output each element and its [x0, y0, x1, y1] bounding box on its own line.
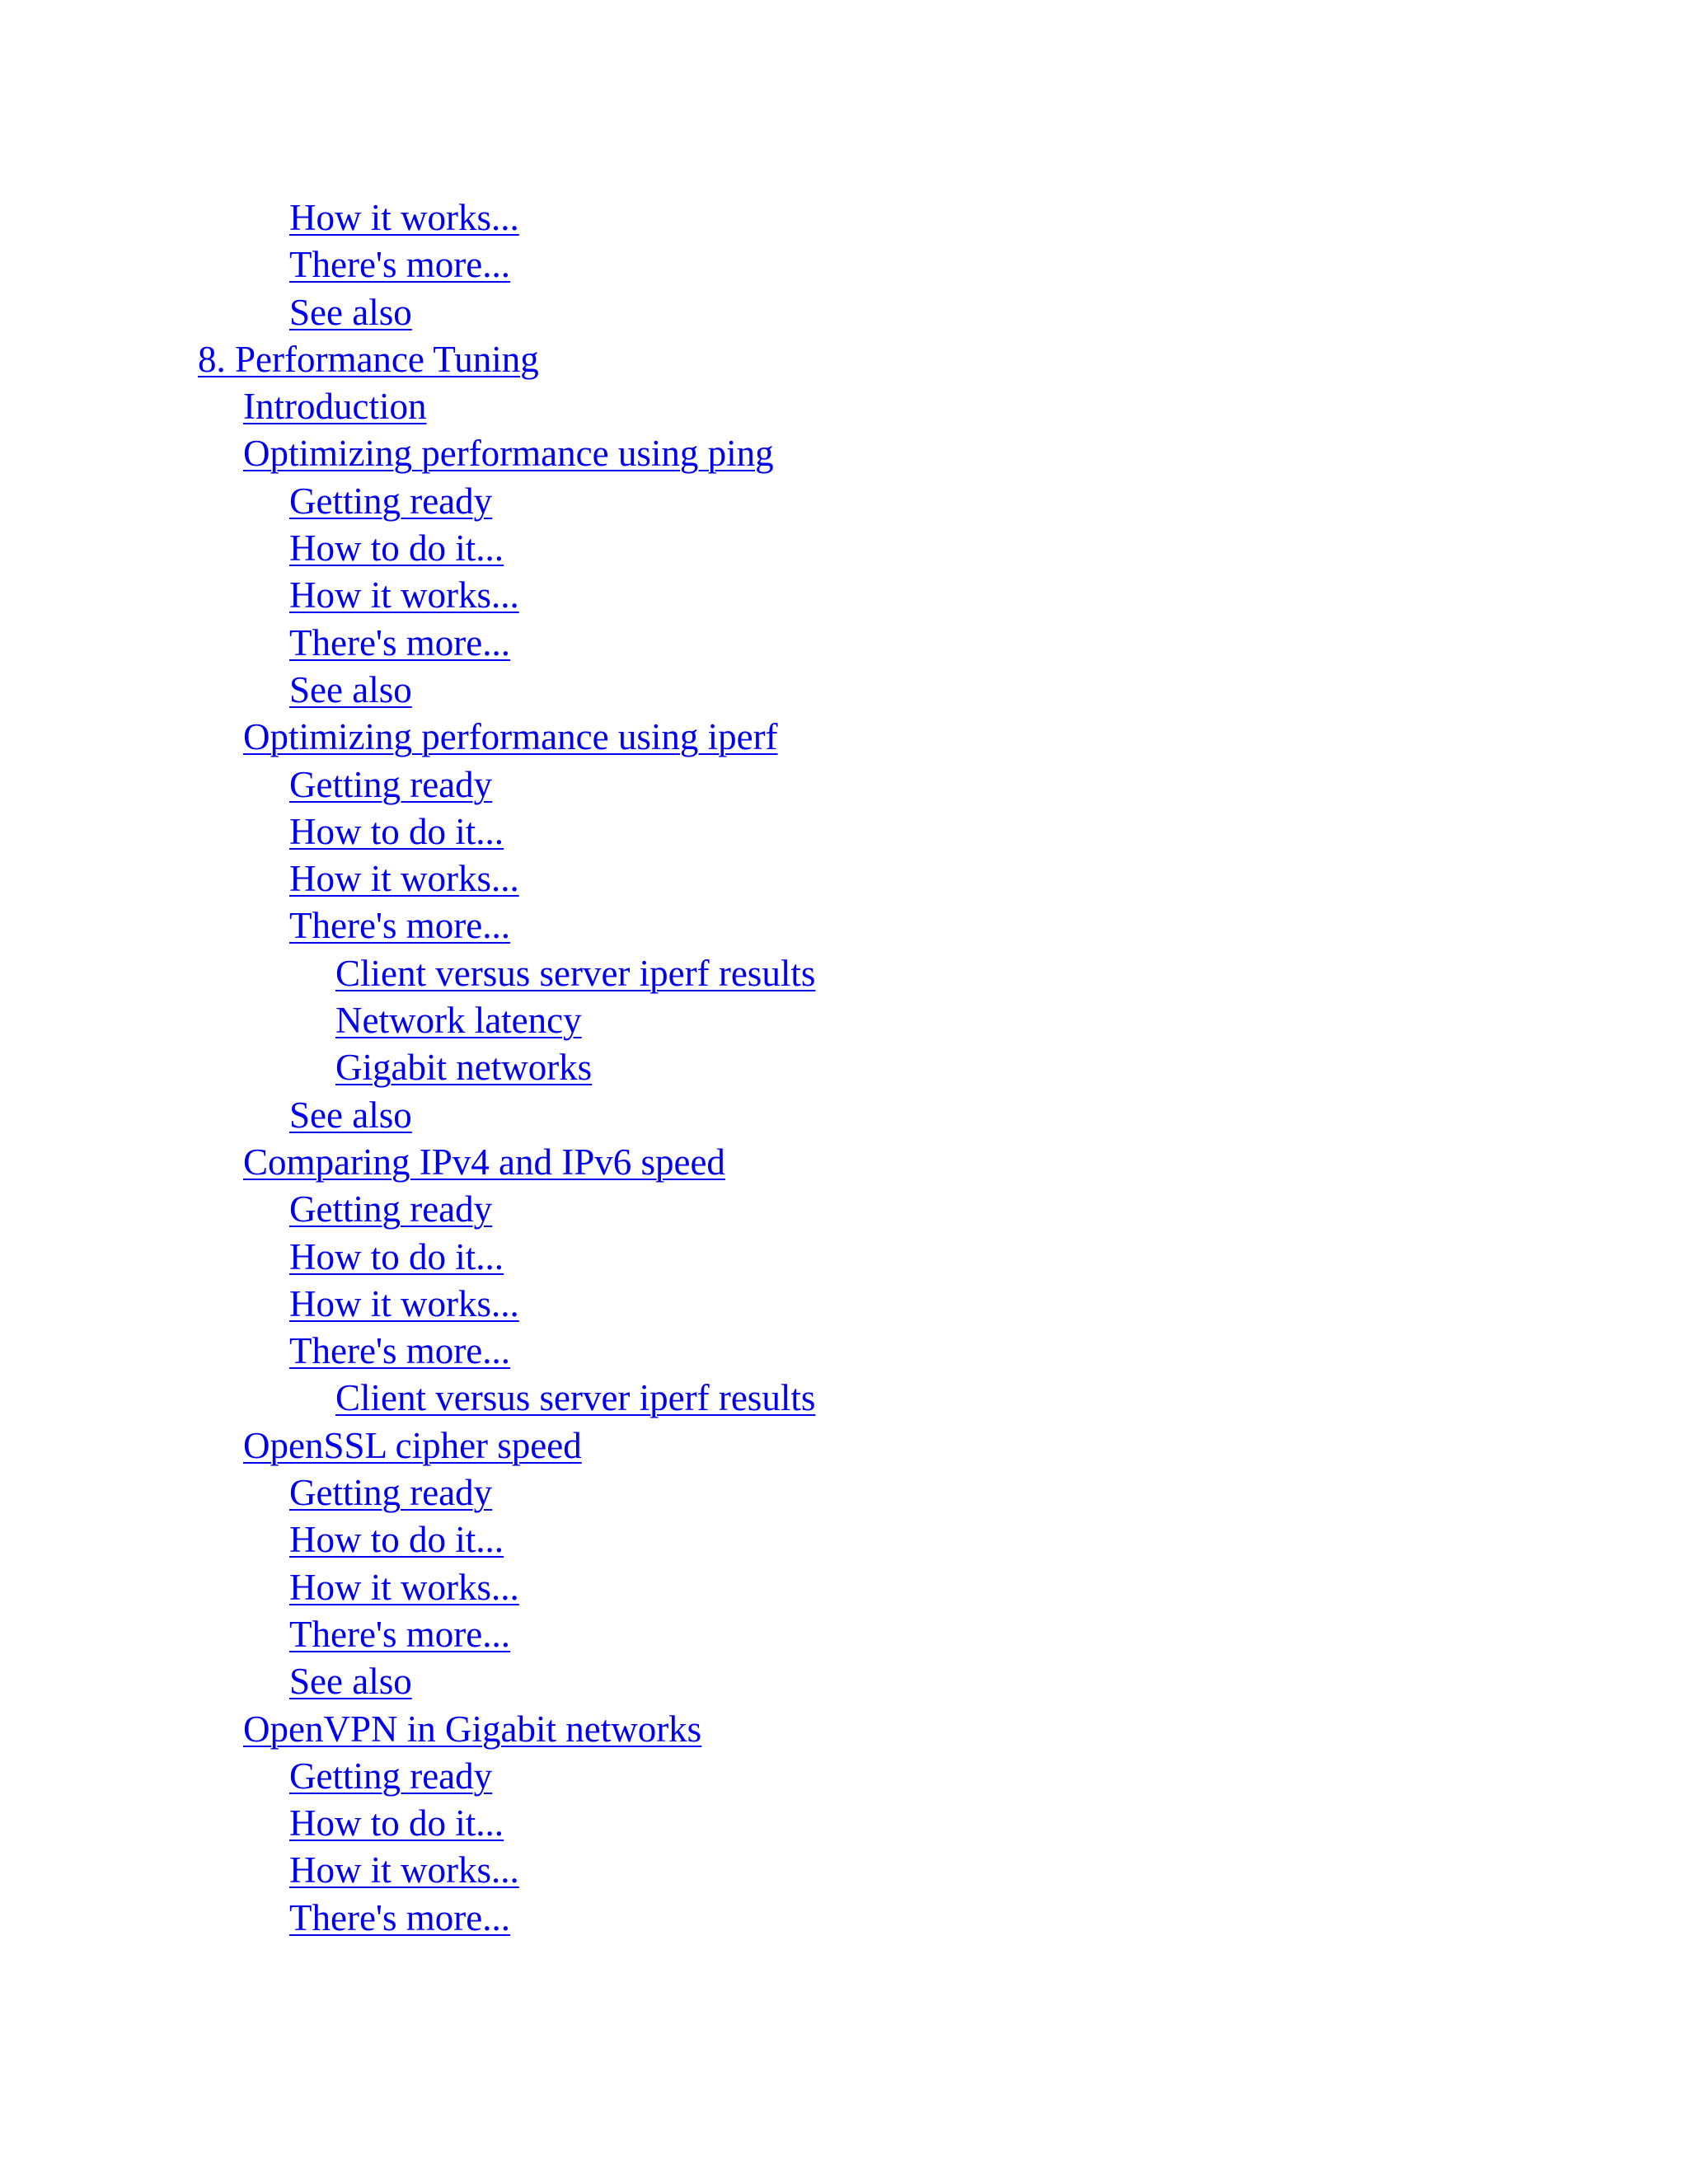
toc-link[interactable]: Optimizing performance using iperf: [243, 716, 778, 758]
toc-link[interactable]: How to do it...: [289, 527, 504, 569]
toc-link[interactable]: See also: [289, 1094, 412, 1136]
toc-item: [0, 1564, 815, 1611]
toc-item: [0, 1847, 815, 1894]
toc-link[interactable]: Getting ready: [289, 1755, 493, 1797]
toc-item: [0, 430, 815, 477]
toc-link[interactable]: See also: [289, 291, 412, 333]
toc-link[interactable]: Optimizing performance using ping: [243, 433, 774, 475]
toc-link[interactable]: How to do it...: [289, 1519, 504, 1561]
toc-link[interactable]: Getting ready: [289, 1472, 493, 1514]
toc-item: [0, 1516, 815, 1563]
toc-link[interactable]: How it works...: [289, 574, 519, 616]
toc-item: [0, 1611, 815, 1658]
toc-item: [0, 194, 815, 241]
toc-item: [0, 1281, 815, 1328]
toc-item: [0, 997, 815, 1044]
toc-link[interactable]: Comparing IPv4 and IPv6 speed: [243, 1141, 725, 1183]
toc-item: [0, 1186, 815, 1233]
toc-item: [0, 714, 815, 761]
toc-item: [0, 667, 815, 714]
toc-item: [0, 1706, 815, 1753]
toc-item: [0, 1044, 815, 1091]
toc-item: [0, 289, 815, 336]
toc-link[interactable]: See also: [289, 1661, 412, 1703]
toc-link[interactable]: OpenVPN in Gigabit networks: [243, 1708, 702, 1750]
toc-item: [0, 808, 815, 855]
toc-item: [0, 1753, 815, 1800]
toc-item: [0, 336, 815, 383]
toc-link[interactable]: How to do it...: [289, 1235, 504, 1277]
toc-item: [0, 1234, 815, 1281]
toc-item: [0, 1469, 815, 1516]
toc-link[interactable]: See also: [289, 668, 412, 710]
toc-item: [0, 1139, 815, 1186]
toc-link[interactable]: Getting ready: [289, 763, 493, 805]
toc-item: [0, 478, 815, 525]
toc-link[interactable]: Network latency: [335, 1000, 582, 1042]
toc-link[interactable]: Gigabit networks: [335, 1047, 593, 1089]
toc-link[interactable]: How it works...: [289, 1282, 519, 1324]
toc-item: [0, 1375, 815, 1422]
toc-item: [0, 1658, 815, 1705]
toc-link[interactable]: How it works...: [289, 197, 519, 238]
toc-item: [0, 1422, 815, 1469]
toc-item: [0, 902, 815, 949]
toc-item: [0, 525, 815, 572]
toc-link[interactable]: There's more...: [289, 1613, 511, 1655]
toc-item: [0, 572, 815, 619]
toc-item: [0, 855, 815, 902]
toc-link[interactable]: How it works...: [289, 858, 519, 900]
toc-link[interactable]: Introduction: [243, 386, 427, 428]
table-of-contents: [0, 194, 815, 1942]
toc-item: [0, 950, 815, 997]
toc-item: [0, 620, 815, 667]
toc-link[interactable]: 8. Performance Tuning: [198, 338, 539, 380]
toc-link[interactable]: How to do it...: [289, 810, 504, 852]
toc-item: [0, 383, 815, 430]
toc-item: [0, 241, 815, 288]
toc-link[interactable]: How it works...: [289, 1849, 519, 1891]
toc-link[interactable]: Getting ready: [289, 1188, 493, 1230]
toc-link[interactable]: There's more...: [289, 1896, 511, 1938]
toc-item: [0, 1092, 815, 1139]
toc-link[interactable]: How to do it...: [289, 1802, 504, 1844]
toc-link[interactable]: There's more...: [289, 1330, 511, 1372]
toc-item: [0, 1895, 815, 1942]
toc-link[interactable]: Client versus server iperf results: [335, 952, 816, 994]
toc-link[interactable]: There's more...: [289, 621, 511, 663]
toc-link[interactable]: Getting ready: [289, 480, 493, 522]
toc-item: [0, 1328, 815, 1375]
toc-item: [0, 762, 815, 808]
toc-link[interactable]: There's more...: [289, 244, 511, 286]
toc-item: [0, 1800, 815, 1847]
toc-link[interactable]: There's more...: [289, 905, 511, 947]
toc-link[interactable]: Client versus server iperf results: [335, 1377, 816, 1419]
toc-link[interactable]: OpenSSL cipher speed: [243, 1424, 582, 1466]
toc-link[interactable]: How it works...: [289, 1566, 519, 1608]
